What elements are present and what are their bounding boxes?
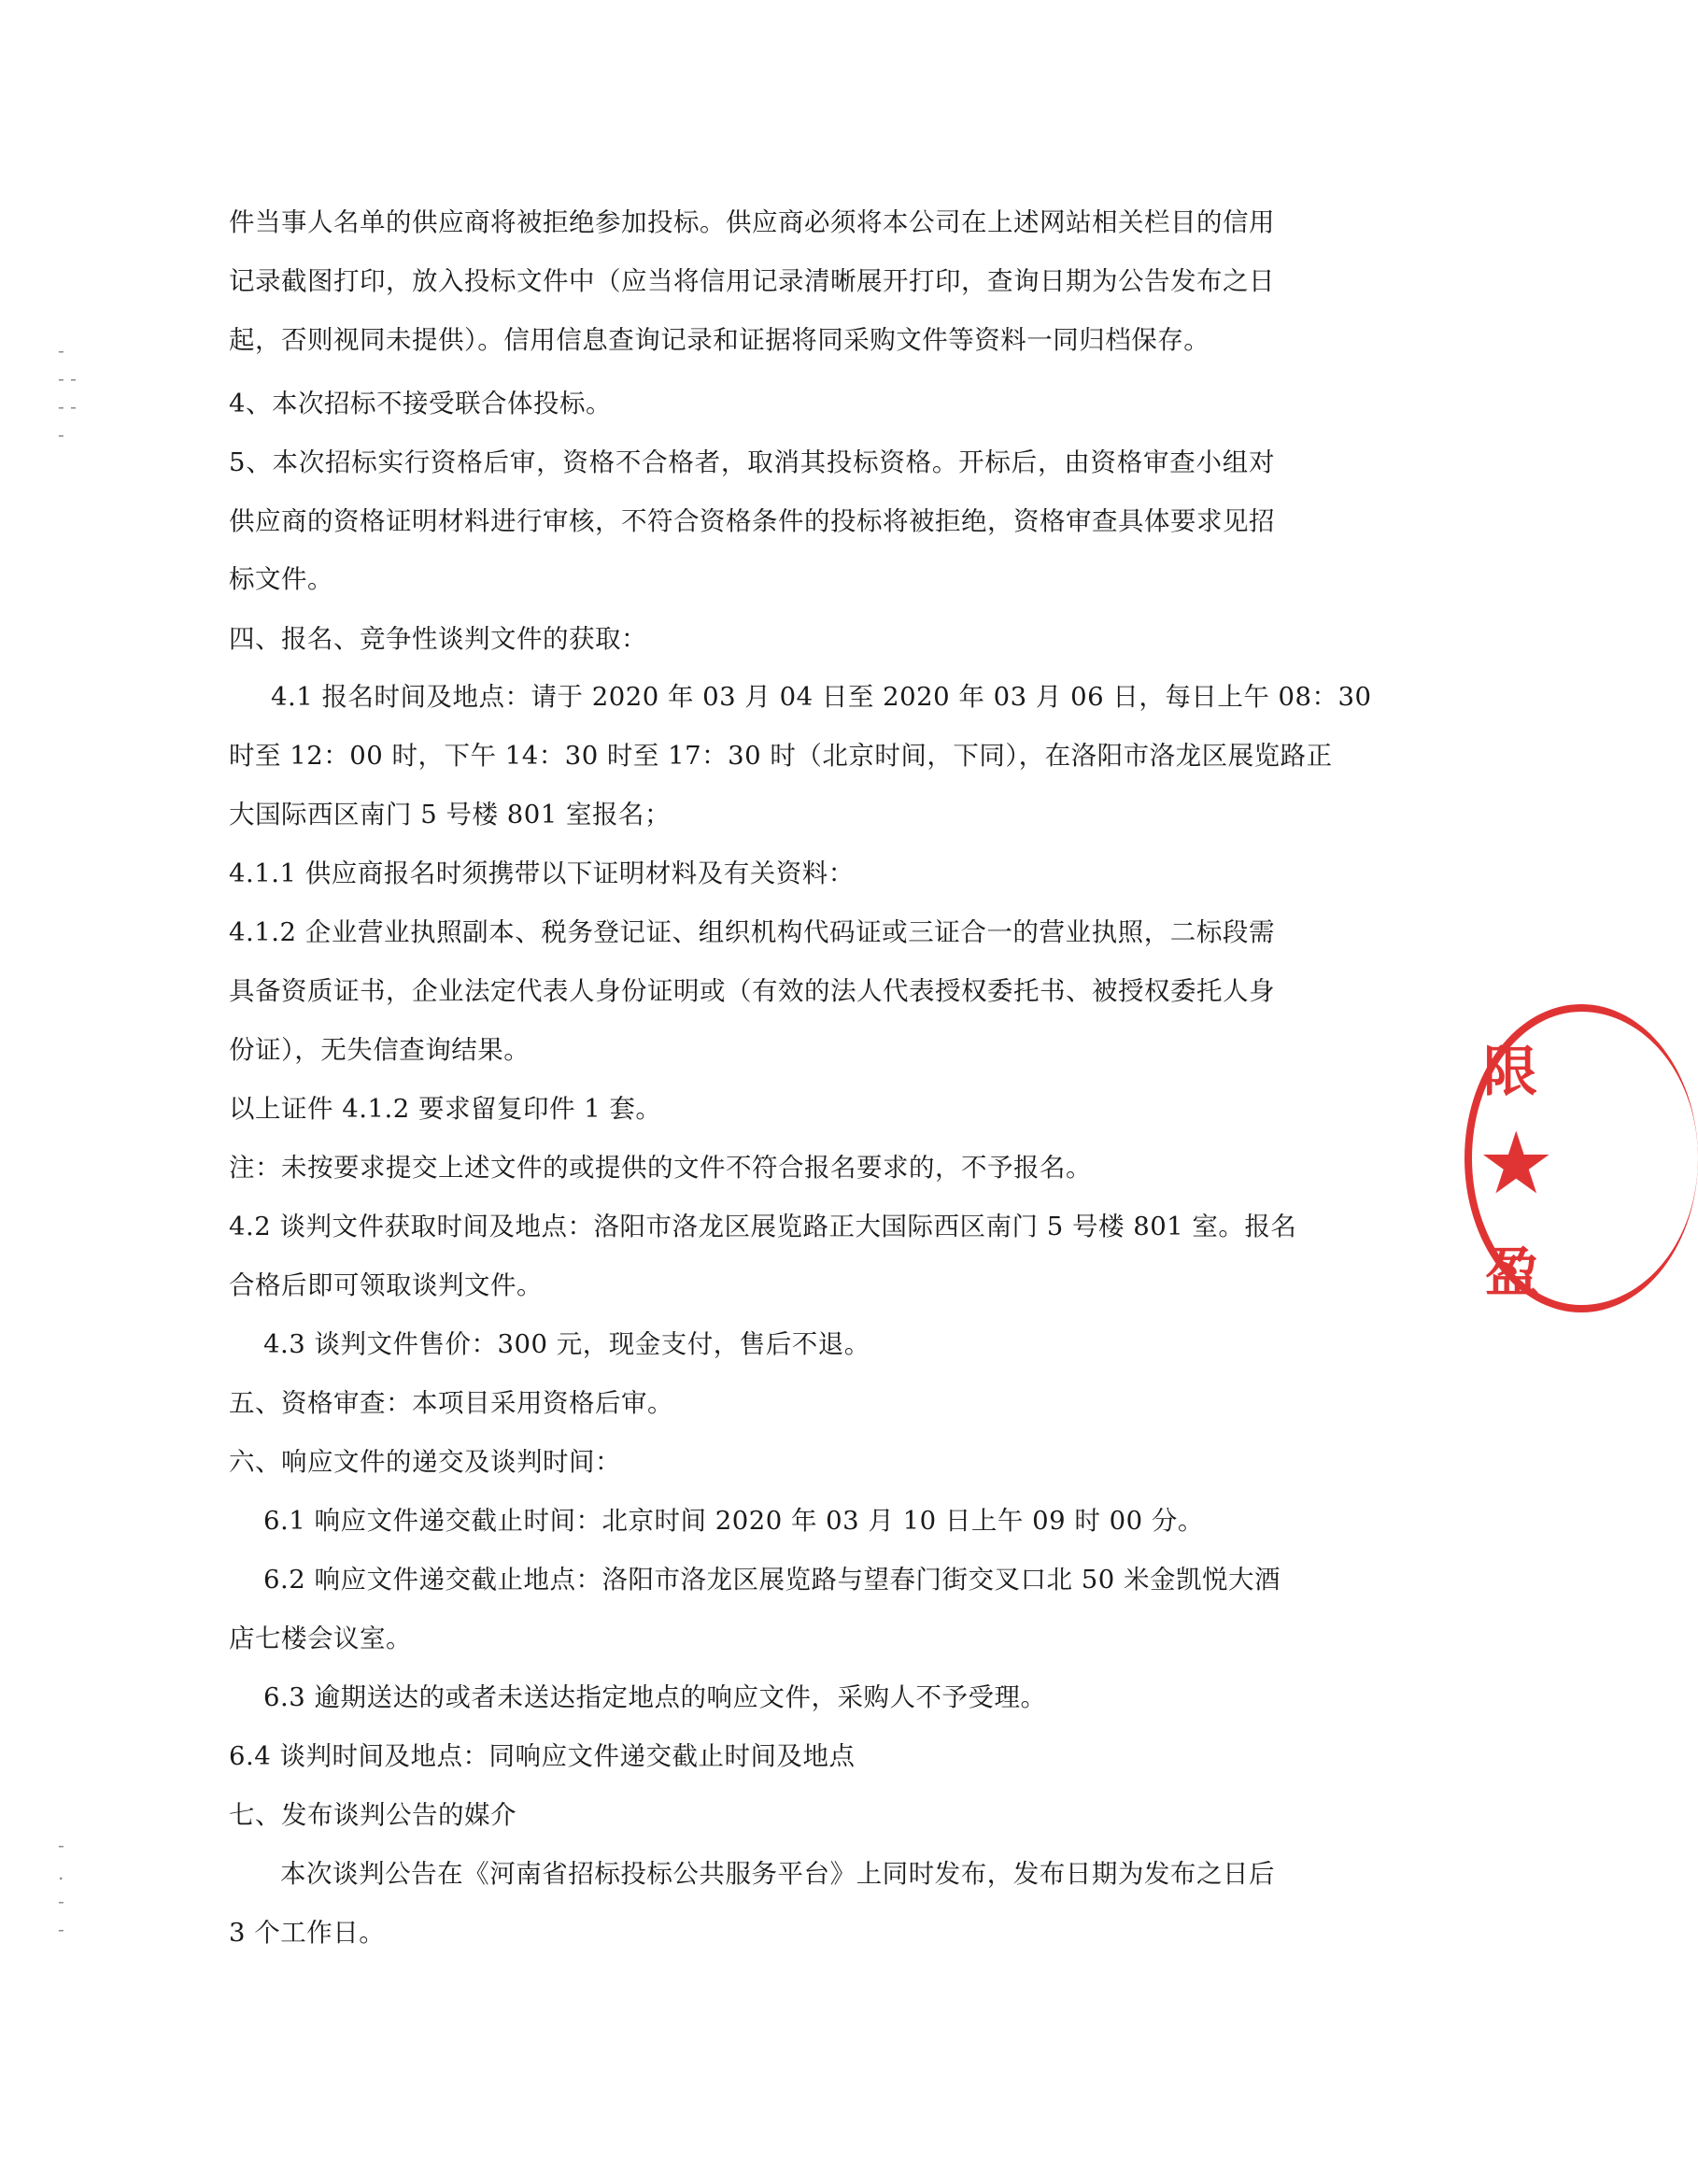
seal-char-top: 限 (1483, 1040, 1538, 1103)
paragraph-line: 6.2 响应文件递交截止地点：洛阳市洛龙区展览路与望春门街交叉口北 50 米金凯悦大酒 (263, 1565, 1281, 1595)
binding-marks-bottom: - . - - (58, 1834, 64, 1940)
paragraph-line: 大国际西区南门 5 号楼 801 室报名； (229, 800, 671, 830)
section-heading: 七、发布谈判公告的媒介 (229, 1800, 516, 1830)
paragraph-line: 本次谈判公告在《河南省招标投标公共服务平台》上同时发布，发布日期为发布之日后 (280, 1859, 1275, 1889)
paragraph-line: 6.4 谈判时间及地点：同响应文件递交截止时间及地点 (229, 1741, 856, 1771)
section-heading: 五、资格审查：本项目采用资格后审。 (229, 1388, 673, 1418)
paragraph-line: 4.1.1 供应商报名时须携带以下证明材料及有关资料： (229, 858, 855, 888)
paragraph-line: 时至 12：00 时，下午 14：30 时至 17：30 时（北京时间，下同），在洛阳市洛龙区展览路正 (229, 741, 1333, 771)
paragraph-line: 店七楼会议室。 (229, 1624, 412, 1653)
paragraph-line: 合格后即可领取谈判文件。 (229, 1270, 543, 1300)
paragraph-line: 标文件。 (229, 564, 333, 594)
paragraph-line: 4.3 谈判文件售价：300 元，现金支付，售后不退。 (263, 1329, 870, 1359)
paragraph-line: 供应商的资格证明材料进行审核，不符合资格条件的投标将被拒绝，资格审查具体要求见招 (229, 506, 1275, 536)
section-heading: 六、响应文件的递交及谈判时间： (229, 1447, 621, 1477)
paragraph-line: 起，否则视同未提供）。信用信息查询记录和证据将同采购文件等资料一同归档保存。 (229, 325, 1210, 355)
paragraph-line: 4.2 谈判文件获取时间及地点：洛阳市洛龙区展览路正大国际西区南门 5 号楼 801 室。报名 (229, 1212, 1297, 1241)
paragraph-line: 6.1 响应文件递交截止时间：北京时间 2020 年 03 月 10 日上午 09 时 00 分。 (263, 1506, 1204, 1536)
paragraph-line: 具备资质证书，企业法定代表人身份证明或（有效的法人代表授权委托书、被授权委托人身 (229, 976, 1275, 1006)
paragraph-line: 4.1.2 企业营业执照副本、税务登记证、组织机构代码证或三证合一的营业执照，二标段需 (229, 917, 1275, 947)
paragraph-line: 4.1 报名时间及地点：请于 2020 年 03 月 04 日至 2020 年 03 月 06 日，每日上午 08：30 (271, 682, 1372, 712)
paragraph-line: 4、本次招标不接受联合体投标。 (229, 389, 612, 418)
section-heading: 四、报名、竞争性谈判文件的获取： (229, 624, 647, 654)
paragraph-line: 记录截图打印，放入投标文件中（应当将信用记录清晰展开打印，查询日期为公告发布之日 (229, 266, 1275, 296)
paragraph-line: 3 个工作日。 (229, 1918, 386, 1948)
paragraph-line: 以上证件 4.1.2 要求留复印件 1 套。 (229, 1094, 662, 1124)
paragraph-line: 6.3 逾期送达的或者未送达指定地点的响应文件，采购人不予受理。 (263, 1682, 1047, 1712)
seal-char-bottom: 盈 (1485, 1241, 1540, 1304)
paragraph-line: 件当事人名单的供应商将被拒绝参加投标。供应商必须将本公司在上述网站相关栏目的信用 (229, 207, 1275, 237)
binding-marks-top: - - - - - - (58, 339, 77, 446)
paragraph-line: 注：未按要求提交上述文件的或提供的文件不符合报名要求的，不予报名。 (229, 1153, 1092, 1183)
seal-star-icon: ★ (1478, 1113, 1555, 1213)
red-seal-stamp (1465, 1004, 1555, 1312)
paragraph-line: 份证），无失信查询结果。 (229, 1035, 531, 1065)
paragraph-line: 5、本次招标实行资格后审，资格不合格者，取消其投标资格。开标后，由资格审查小组对 (229, 447, 1275, 477)
